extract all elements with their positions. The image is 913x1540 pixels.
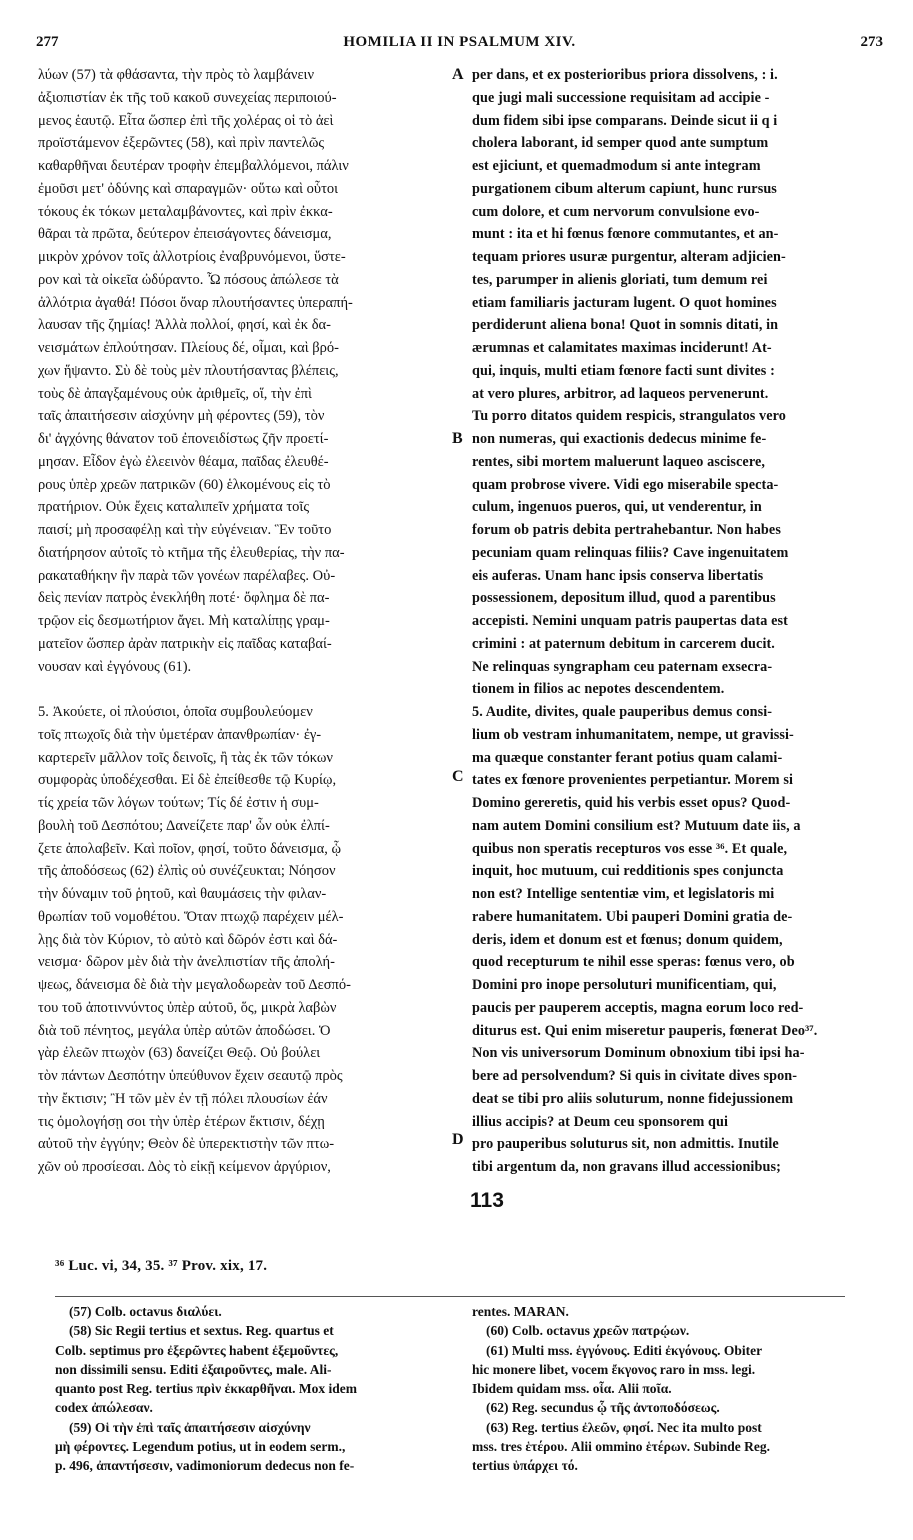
greek-text-line: χων ἥψαντο. Σὺ δὲ τοὺς μὲν πλουτήσαντας βλέπεις, [38,362,339,379]
greek-text-line: ἐμοῦσι μετ' ὀδύνης καὶ σπαραγμῶν· οὕτω καὶ οὗτοι [38,180,339,197]
margin-letter-b: B [452,430,463,447]
latin-text-line: non est? Intellige sententiæ vim, et legislatoris mi [472,886,775,902]
greek-text-line: δι' ἀγχόνης θάνατον τοῦ ἐπονειδίστως ζῆν προετί- [38,431,329,447]
latin-text-line: cum dolore, et cum nervorum convulsione evo- [472,203,760,220]
latin-text-line: tionem in filios ac nepotes descendentem. [472,681,725,698]
latin-text-line: Tu porro ditatos quidem respicis, strangulatos vero [472,408,786,425]
greek-text-line: λύων (57) τὰ φθάσαντα, τὴν πρὸς τὸ λαμβάνειν [38,67,315,83]
latin-text-line: per dans, et ex posterioribus priora dissolvens, : i. [472,67,778,83]
footnote-line: (62) Reg. secundus ᾧ τῆς ἀντοποδόσεως. [486,1400,720,1416]
footnote-line: μὴ φέροντες. Legendum potius, ut in eodem serm., [55,1439,346,1455]
greek-column [38,64,456,1179]
latin-text-line: quod recepturum te nihil esse speras: fœnus vero, ob [472,954,795,971]
footnote-line: (60) Colb. octavus χρεῶν πατρῴων. [486,1323,690,1339]
greek-text-line: συμφορὰς ὑποδέχεσθαι. Εἰ δὲ ἐπείθεσθε τῷ Κυρίῳ, [38,772,337,789]
greek-text-line: χῶν οὐ προσίεσαι. Δὸς τὸ εἰκῇ κείμενον ἀργύριον, [38,1159,331,1175]
latin-text-line: Domino gereretis, quid his verbis esset opus? Quod- [472,795,791,811]
latin-text-line: Domini pro inope persoluturi munificentiam, qui, [472,977,777,993]
greek-text-line: βουλὴ τοῦ Δεσπότου; Δανείζετε παρ' ὧν οὐκ ἐλπί- [38,817,330,834]
footnote-line: hic monere libet, vocem ἔκγονος raro in mss. legi. [472,1361,756,1377]
latin-text-line: tes, parumper in alienis gloriati, tum demum rei [472,271,768,288]
greek-text-line: τόκους ἐκ τόκων μεταλαμβάνοντες, καὶ πρὶν ἐκκα- [38,203,333,220]
margin-letter-c: C [452,768,464,785]
footnote-line: p. 496, ἀπαντήσεσιν, vadimoniorum dedecus non fe- [55,1458,355,1474]
latin-text-line: ærumnas et calamitates maximas inciderunt! At- [472,340,772,356]
latin-text-line: quam probrose vivere. Vidi ego miserabile specta- [472,476,779,493]
greek-text-line: θᾶραι τὰ πρῶτα, δεύτερον ἐπεισάγοντες δάνεισμα, [38,226,332,243]
page-number-left: 277 [36,34,59,50]
latin-text-line: tibi argentum da, non gravans illud accessionibus; [472,1159,781,1175]
greek-text-line: τὴν ἔκτισιν; Ἢ τῶν μὲν ἐν τῇ πόλει πλουσίων ἐάν [38,1090,328,1107]
greek-text-line: διὰ τοῦ πένητος, μεγάλα ὑπὲρ αὐτῶν ἀποδώσει. Ὁ [38,1022,331,1039]
latin-text-line: 5. Audite, divites, quale pauperibus demus consi- [472,704,773,720]
greek-text-line: του τοῦ ἀποτιννύντος ὑπὲρ αὐτοῦ, ὅς, μικρὰ λαβὼν [38,999,337,1016]
greek-text-line: τοὺς δὲ ἀπαγξαμένους οὐκ ἀριθμεῖς, οἵ, τὴν ἐπὶ [38,385,312,402]
greek-text-line: προϊστάμενον ἐξερῶντες (58), καὶ πρὶν παντελῶς [38,135,325,152]
latin-text-line: rentes, sibi mortem maluerunt laqueo asciscere, [472,453,766,470]
greek-text-line: γὰρ ἐλεῶν πτωχὸν (63) δανείζει Θεῷ. Οὐ βούλει [38,1045,321,1062]
footnote-line: (61) Multi mss. ἐγγόνους. Editi ἐκγόνους. Obiter [486,1342,763,1358]
greek-text-line: νεισμα· δῶρον μὲν διὰ τὴν ἀνελπιστίαν τῆς ἀπολή- [38,954,335,971]
latin-text-line: eis auferas. Unam hanc ipsis conserva libertatis [472,567,764,584]
page-header [36,34,883,60]
greek-text-line: ρακαταθήκην ἣν παρὰ τῶν γονέων παρέλαβες. Οὐ- [38,567,336,584]
latin-text-line: que jugi mali successione requisitam ad accipie - [472,89,770,106]
footnote-line: quanto post Reg. tertius πρὶν ἐκκαρθῆναι. Mox idem [55,1381,358,1397]
running-title: HOMILIA II IN PSALMUM XIV. [343,34,576,50]
latin-text-line: Ne relinquas syngrapham ceu paternam exsecra- [472,658,773,675]
latin-text-line: quibus non speratis recepturos vos esse ³⁶. Et quale, [472,840,788,857]
footnote-rule [55,1296,845,1297]
latin-text-line: forum ob patris debita pertrahebantur. Non habes [472,522,781,538]
footnote-line: non dissimili sensu. Editi ἐξαιροῦντες, male. Ali- [55,1361,332,1377]
greek-text-line: τὸν πάντων Δεσπότην ὑπεύθυνον ἔχειν σεαυτῷ πρὸς [38,1068,343,1084]
footnotes-left [55,1302,455,1476]
greek-text-line: ψεως, δάνεισμα δὲ διὰ τὴν μεγαλοδωρεὰν τοῦ Δεσπό- [38,977,351,993]
latin-text-line: deat se tibi pro aliis soluturum, nonne fidejussionem [472,1090,794,1107]
latin-text-line: pecuniam quam relinquas filiis? Cave ingenuitatem [472,544,789,561]
latin-text-line: bere ad persolvendum? Si quis in civitate dives spon- [472,1068,798,1084]
footnote-line: mss. tres ἑτέρου. Alii ommino ἑτέρων. Subinde Reg. [472,1439,771,1455]
greek-text-line: ρους ὑπὲρ χρεῶν πατρικῶν (60) ἑλκομένους εἰς τὸ [38,476,331,493]
column-number: 113 [470,1189,504,1212]
greek-text-line: 5. Ἀκούετε, οἱ πλούσιοι, ὁποῖα συμβουλεύομεν [38,704,313,720]
greek-text-line: ταῖς ἀπαιτήσεσιν αἰσχύνην μὴ φέροντες (59), τὸν [38,408,325,425]
latin-text-line: dum fidem sibi ipse comparans. Deinde sicut ii q i [472,112,778,129]
greek-text-line: ζετε ἀπολαβεῖν. Καὶ ποῖον, φησί, τοῦτο δάνεισμα, ᾧ [38,840,342,857]
latin-text-line: rabere humanitatem. Ubi pauperi Domini gratia de- [472,908,793,925]
footnote-line: (59) Οἱ τὴν ἐπὶ ταῖς ἀπαιτήσεσιν αἰσχύνην [69,1419,311,1435]
latin-text-line: perdiderunt aliena bona! Quot in somnis ditati, in [472,317,779,334]
greek-text-line: ἀλλότρια ἀγαθά! Πόσοι ὄναρ πλουτήσαντες ὑπεραπή- [38,294,353,311]
latin-text-line: possessionem, depositum illud, quod a parentibus [472,590,776,607]
greek-text-line: μικρὸν χρόνον τοῖς ἀλλοτρίοις ἐναβρυνόμενοι, ὕστε- [38,249,346,265]
latin-text-line: Non vis universorum Dominum obnoxium tibi ipsi ha- [472,1045,805,1062]
latin-text-line: lium ob vestram inhumanitatem, nempe, ut gravissi- [472,726,794,743]
greek-text-line: αὐτοῦ τὴν ἐγγύην; Θεὸν δὲ ὑπερεκτιστὴν τῶν πτω- [38,1136,335,1153]
greek-text-line: λῃς διὰ τὸν Κύριον, τὸ αὐτὸ καὶ δῶρόν ἐστι καὶ δά- [38,931,338,948]
greek-text-line: πρατήριον. Οὐκ ἔχεις καταλιπεῖν χρήματα τοῖς [38,499,310,516]
latin-text-line: tequam priores usuræ purgentur, alteram adjicien- [472,249,786,265]
greek-text-line: νουσαν καὶ ἐγγόνους (61). [38,658,192,675]
latin-text-line: ma quæque constanter ferant potius quam calami- [472,749,783,766]
greek-text-line: ρον καὶ τὰ οἰκεῖα ὠδύραντο. Ὦ πόσους ἀπώλεσε τὰ [38,271,339,288]
latin-text-line: inquit, hoc mutuum, cui redditionis spes conjuncta [472,863,784,880]
latin-text-line: diturus est. Qui enim miseretur pauperis, fœnerat Deo³⁷. [472,1022,818,1039]
latin-text-line: deris, idem et donum est et fœnus; donum quidem, [472,931,783,948]
latin-text-line: culum, ingenuos pueros, qui, ut venderentur, in [472,499,762,516]
latin-text-line: est ejiciunt, et quemadmodum si ante integram [472,158,761,174]
margin-letter-a: A [452,66,464,83]
latin-text-line: crimini : at paternum debitum in carcerem ducit. [472,635,775,652]
latin-text-line: non numeras, qui exactionis dedecus minime fe- [472,431,767,447]
greek-text-line: τίς χρεία τῶν λόγων τούτων; Τίς δέ ἐστιν ἡ συμ- [38,795,319,811]
greek-text-line: καθαρθῆναι δευτέραν τροφὴν ἐπεμβαλλόμενοι, πάλιν [38,158,349,174]
latin-text-line: at vero plures, arbitror, ad laqueos pervenerunt. [472,385,769,402]
latin-text-line: cholera laborant, id semper quod ante sumptum [472,135,769,152]
greek-text-line: τρῷον εἰς δεσμωτήριον ἄγει. Μὴ καταλίπῃς γραμ- [38,613,330,629]
greek-text-line: καρτερεῖν μᾶλλον τοῖς δεινοῖς, ἢ τὰς ἐκ τῶν τόκων [38,749,333,766]
greek-text-line: ἀξιοπιστίαν ἐκ τῆς τοῦ κακοῦ συνεχείας περιποιού- [38,89,337,106]
greek-text-line [38,678,456,701]
footnote-line: Colb. septimus pro ἐξερῶντες habent ἐξεμοῦντες, [55,1342,339,1358]
latin-text-line: nam autem Domini consilium est? Mutuum date iis, a [472,817,801,834]
greek-text-line: τοῖς πτωχοῖς διὰ τὴν ὑμετέραν ἀπανθρωπίαν· ἐγ- [38,726,322,743]
latin-text-line: pro pauperibus soluturus sit, non admittis. Inutile [472,1136,779,1153]
greek-text-line: θρωπίαν τοῦ νομοθέτου. Ὅταν πτωχῷ παρέχειν μέλ- [38,908,344,925]
latin-text-line: munt : ita et hi fœnus fœnore commutantes, et an- [472,226,779,243]
greek-text-line: τὴν δύναμιν τοῦ ῥητοῦ, καὶ θαυμάσεις τὴν φιλαν- [38,886,327,902]
footnote-line: rentes. MARAN. [472,1304,569,1319]
greek-text-line: τῆς ἀποδόσεως (62) ἐλπὶς οὐ συνέζευκται; Νόησον [38,863,336,880]
greek-text-line: ματεῖον ὥσπερ ἀρὰν πατρικὴν εἰς παῖδας καταβαί- [38,635,332,652]
latin-text-line: purgationem cibum alterum capiunt, hunc rursus [472,180,777,197]
greek-text-line: λαυσαν τῆς ζημίας! Ἀλλὰ πολλοί, φησί, καὶ ἐκ δα- [38,317,331,334]
footnote-line: Ibidem quidam mss. οἷα. Alii ποῖα. [472,1381,672,1397]
latin-text-line: paucis per pauperem acceptis, magna eorum loco red- [472,999,804,1016]
footnote-line: (63) Reg. tertius ἐλεῶν, φησί. Nec ita multo post [486,1419,762,1435]
latin-text-line: etiam familiaris jacturam lugent. O quot homines [472,294,777,311]
latin-text-line: illius accipis? at Deum ceu sponsorem qui [472,1113,729,1130]
footnotes-right [472,1302,882,1476]
greek-text-line: παισί; μὴ προσαφέλῃ καὶ τὴν εὐγένειαν. Ἓν τοῦτο [38,522,332,538]
latin-text-line: qui, inquis, multi etiam fœnore facti sunt divites : [472,362,775,379]
footnote-line: codex ἀπώλεσαν. [55,1400,153,1416]
page-number-right: 273 [860,34,883,50]
footnote-line: tertius ὑπάρχει τό. [472,1458,578,1474]
greek-text-line: νεισμάτων ἐπλούτησαν. Πλείους δέ, οἶμαι, καὶ βρό- [38,340,339,356]
footnote-line: (57) Colb. octavus διαλύει. [69,1304,222,1319]
latin-text-line: accepisti. Nemini unquam patris paupertas data est [472,613,788,629]
margin-letter-d: D [452,1131,464,1148]
greek-text-line: τις ὁμολογήσῃ σοι τὴν ὑπὲρ ἑτέρων ἔκτισιν, δέχῃ [38,1113,325,1130]
latin-text-line: tates ex fœnore provenientes perpetiantur. Morem si [472,772,793,789]
footnote-line: (58) Sic Regii tertius et sextus. Reg. quartus et [69,1323,334,1339]
latin-column [472,64,882,1179]
greek-text-line: μενος ἑαυτῷ. Εἶτα ὥσπερ ἐπὶ τῆς χολέρας οἱ τὸ ἀεὶ [38,112,334,129]
greek-text-line: διατήρησον αὐτοῖς τὸ κτῆμα τῆς ἐλευθερίας, τὴν πα- [38,544,345,561]
scripture-references: ³⁶ Luc. vi, 34, 35. ³⁷ Prov. xix, 17. [55,1258,268,1274]
greek-text-line: δεὶς πενίαν πατρὸς ἐνεκλήθη ποτέ· ὄφλημα δὲ πα- [38,590,330,607]
greek-text-line: μησαν. Εἶδον ἐγὼ ἐλεεινὸν θέαμα, παῖδας ἐλευθέ- [38,453,329,470]
